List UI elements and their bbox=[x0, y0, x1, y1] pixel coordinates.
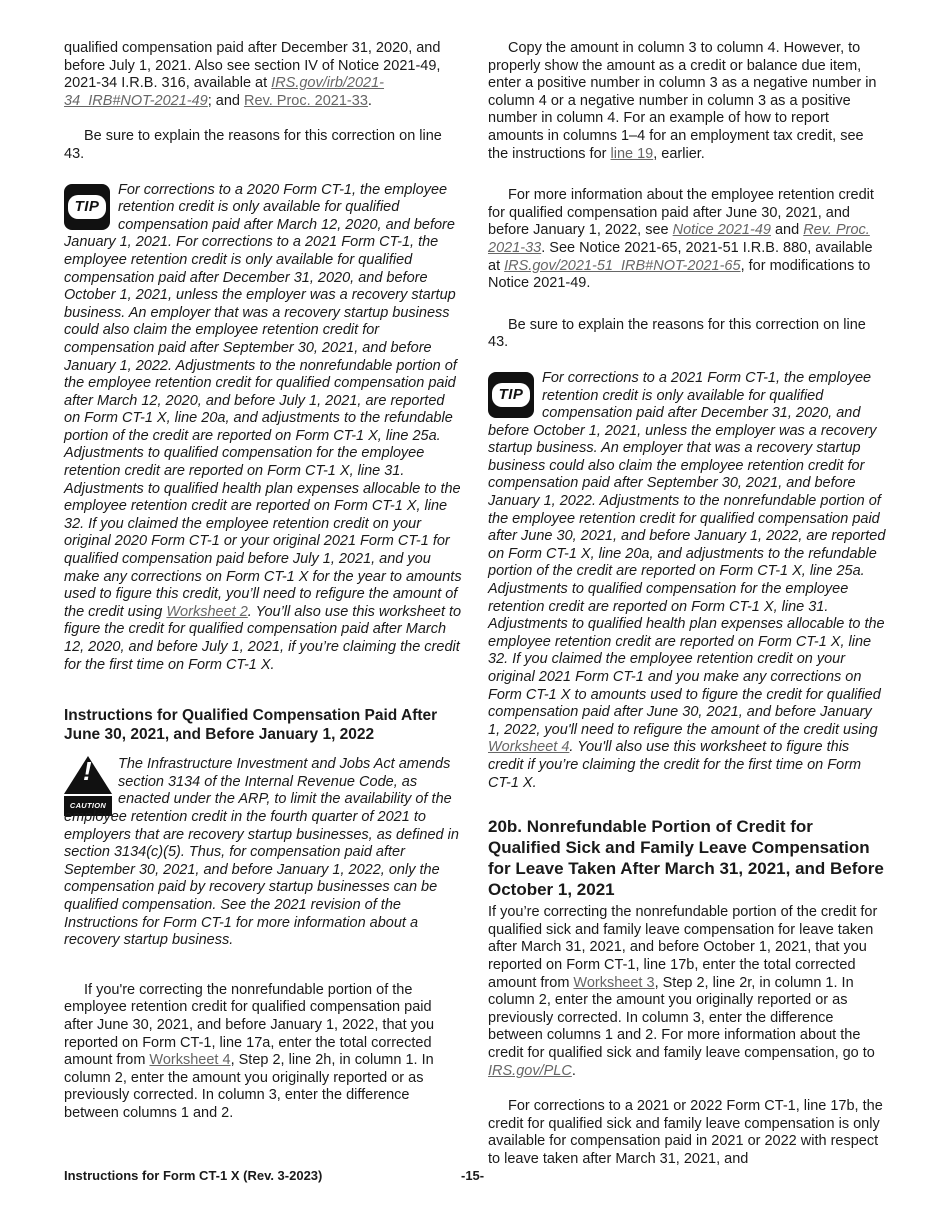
paragraph: Copy the amount in column 3 to column 4. However, to properly show the amount as a credit or balance due item, enter a positive number in column 3 as a negative number in column 4 or a negative number in column 3 as a positive number in column 4. For an example of how to report amounts in columns 1–4 for an employment tax credit, see the instructions for line 19, earlier. bbox=[488, 40, 877, 162]
irs-notice-link[interactable]: IRS.gov/2021-51_IRB#NOT-2021-65 bbox=[504, 257, 741, 274]
paragraph: If you're correcting the nonrefundable portion of the employee retention credit for qualified compensation paid after June 30, 2021, and before January 1, 2022, that you reported on Form CT-1, line 17a, enter the total corrected amount from Worksheet 4, Step 2, line 2h, in column 1. In column 2, enter the amount you originally reported or as previously corrected. In column 3, enter the difference between columns 1 and 2. bbox=[64, 981, 435, 1121]
irs-notice-link[interactable]: IRS.gov/irb/2021-34_IRB#NOT-2021-49 bbox=[64, 75, 385, 109]
tip-icon: TIP bbox=[64, 182, 114, 232]
worksheet-2-link[interactable]: Worksheet 2 bbox=[166, 603, 248, 620]
section-heading: 20b. Nonrefundable Portion of Credit for Qualified Sick and Family Leave Compensation for Leave Taken After March 31, 2021, and Before October 1, 2021 bbox=[488, 817, 884, 900]
worksheet-3-link[interactable]: Worksheet 3 bbox=[573, 974, 655, 991]
rev-proc-link[interactable]: Rev. Proc. 2021-33 bbox=[244, 92, 368, 109]
paragraph: For corrections to a 2021 or 2022 Form CT-1, line 17b, the credit for qualified sick and family leave compensation is only available for compensation paid in 2021 or 2022 with respect to leave taken after March 31, 2021, and bbox=[488, 1098, 883, 1167]
footer-title: Instructions for Form CT-1 X (Rev. 3-2023) bbox=[64, 1168, 323, 1183]
page-footer bbox=[64, 1168, 886, 1183]
tip-icon: TIP bbox=[488, 370, 538, 420]
section-heading: Instructions for Qualified Compensation Paid After June 30, 2021, and Before January 1, 2022 bbox=[64, 707, 438, 744]
tip-note: TIP For corrections to a 2021 Form CT-1, the employee retention credit is only available for qualified compensation paid after December 31, 2020, and before October 1, 2021, unless the employer was a recovery startup business. An employer that was a recovery startup business could also claim the employee retention credit for compensation paid after September 30, 2021, and before January 1, 2022. Adjustments to the nonrefundable portion of the employee retention credit for qualified compensation paid after June 30, 2021, and before January 1, 2022, are reported on Form CT-1 X, line 20a, and adjustments to the refundable portion of the credit are reported on Form CT-1 X, line 25a. Adjustments to qualified compensation for the employee retention credit are reported on Form CT-1 X, line 31. Adjustments to qualified health plan expenses allocable to the employee retention credit are reported on Form CT-1 X, line 32. If you claimed the employee retention credit on your original 2021 Form CT-1 and you make any corrections on Form CT-1 X to amounts used to figure the credit for qualified compensation paid after June 30, 2021, and before January 1, 2022, you'll need to refigure the amount of the credit using Worksheet 4. You'll also use this worksheet to figure this credit if you’re claiming the credit for the first time on Form CT-1 X. bbox=[488, 369, 886, 791]
paragraph: qualified compensation paid after December 31, 2020, and before July 1, 2021. Also see section IV of Notice 2021-49, 2021-34 I.R.B. 316, available at IRS.gov/irb/2021-34_IRB#NOT-2021-49; and Rev. Proc. 2021-33. bbox=[64, 40, 441, 109]
right-column bbox=[488, 40, 886, 1168]
tip-note: TIP For corrections to a 2020 Form CT-1, the employee retention credit is only available for qualified compensation paid after March 12, 2020, and before January 1, 2021. For corrections to a 2021 Form CT-1, the employee retention credit is only available for qualified compensation paid after December 31, 2020, and before October 1, 2021, unless the employer was a recovery startup business. An employer that was a recovery startup business could also claim the employee retention credit for compensation paid after September 30, 2021, and before January 1, 2022. Adjustments to the nonrefundable portion of the employee retention credit for qualified compensation paid after March 12, 2020, and before July 1, 2021, are reported on Form CT-1 X, line 20a, and adjustments to the refundable portion of the credit are reported on Form CT-1 X, line 25a. Adjustments to qualified compensation for the employee retention credit are reported on Form CT-1 X, line 31. Adjustments to qualified health plan expenses allocable to the employee retention credit are reported on Form CT-1 X, line 32. If you claimed the employee retention credit on your original 2020 Form CT-1 or your original 2021 Form CT-1 for qualified compensation paid before July 1, 2021, and you make any corrections on Form CT-1 X for the year to amounts used to figure this credit, you’ll need to refigure the amount of the credit using Worksheet 2. You’ll also use this worksheet to figure the credit for qualified compensation paid after March 12, 2020, and before July 1, 2021, if you’re claiming the credit for the first time on Form CT-1 X. bbox=[64, 181, 462, 673]
page-number: -15- bbox=[461, 1168, 485, 1183]
worksheet-4-link[interactable]: Worksheet 4 bbox=[488, 739, 570, 756]
caution-icon: ! CAUTION bbox=[64, 756, 114, 806]
irs-plc-link[interactable]: IRS.gov/PLC bbox=[488, 1062, 572, 1079]
rev-proc-link[interactable]: Rev. Proc. 2021-33 bbox=[488, 222, 870, 256]
paragraph: If you’re correcting the nonrefundable portion of the credit for qualified sick and family leave compensation for leave taken after March 31, 2021, and before October 1, 2021, that you reported on Form CT-1, line 17b, enter the total corrected amount from Worksheet 3, Step 2, line 2r, in column 1. In column 2, enter the amount you originally reported or as previously corrected. In column 3, enter the difference between columns 1 and 2. For more information about the credit for qualified sick and family leave compensation, go to IRS.gov/PLC. bbox=[488, 904, 878, 1079]
caution-note: ! CAUTION The Infrastructure Investment and Jobs Act amends section 3134 of the Internal Revenue Code, as enacted under the ARP, to limit the availability of the employee retention credit in the fourth quarter of 2021 to employers that are recovery startup businesses, as defined in section 3134(c)(5). Thus, for compensation paid after September 30, 2021, and before January 1, 2022, only the compensation paid by recovery startup businesses can be qualified compensation. See the 2021 revision of the Instructions for Form CT-1 for more information about a recovery startup business. bbox=[64, 756, 462, 950]
notice-2021-49-link[interactable]: Notice 2021-49 bbox=[672, 222, 771, 239]
paragraph: Be sure to explain the reasons for this correction on line 43. bbox=[64, 128, 442, 162]
paragraph: For more information about the employee retention credit for qualified compensation paid after June 30, 2021, and before January 1, 2022, see Notice 2021-49 and Rev. Proc. 2021-33. See Notice 2021-65, 2021-51 I.R.B. 880, available at IRS.gov/2021-51_IRB#NOT-2021-65, for modifications to Notice 2021-49. bbox=[488, 187, 874, 292]
left-column bbox=[64, 40, 462, 1122]
line-19-link[interactable]: line 19 bbox=[610, 145, 654, 162]
worksheet-4-link[interactable]: Worksheet 4 bbox=[149, 1052, 231, 1069]
paragraph: Be sure to explain the reasons for this correction on line 43. bbox=[488, 316, 866, 351]
